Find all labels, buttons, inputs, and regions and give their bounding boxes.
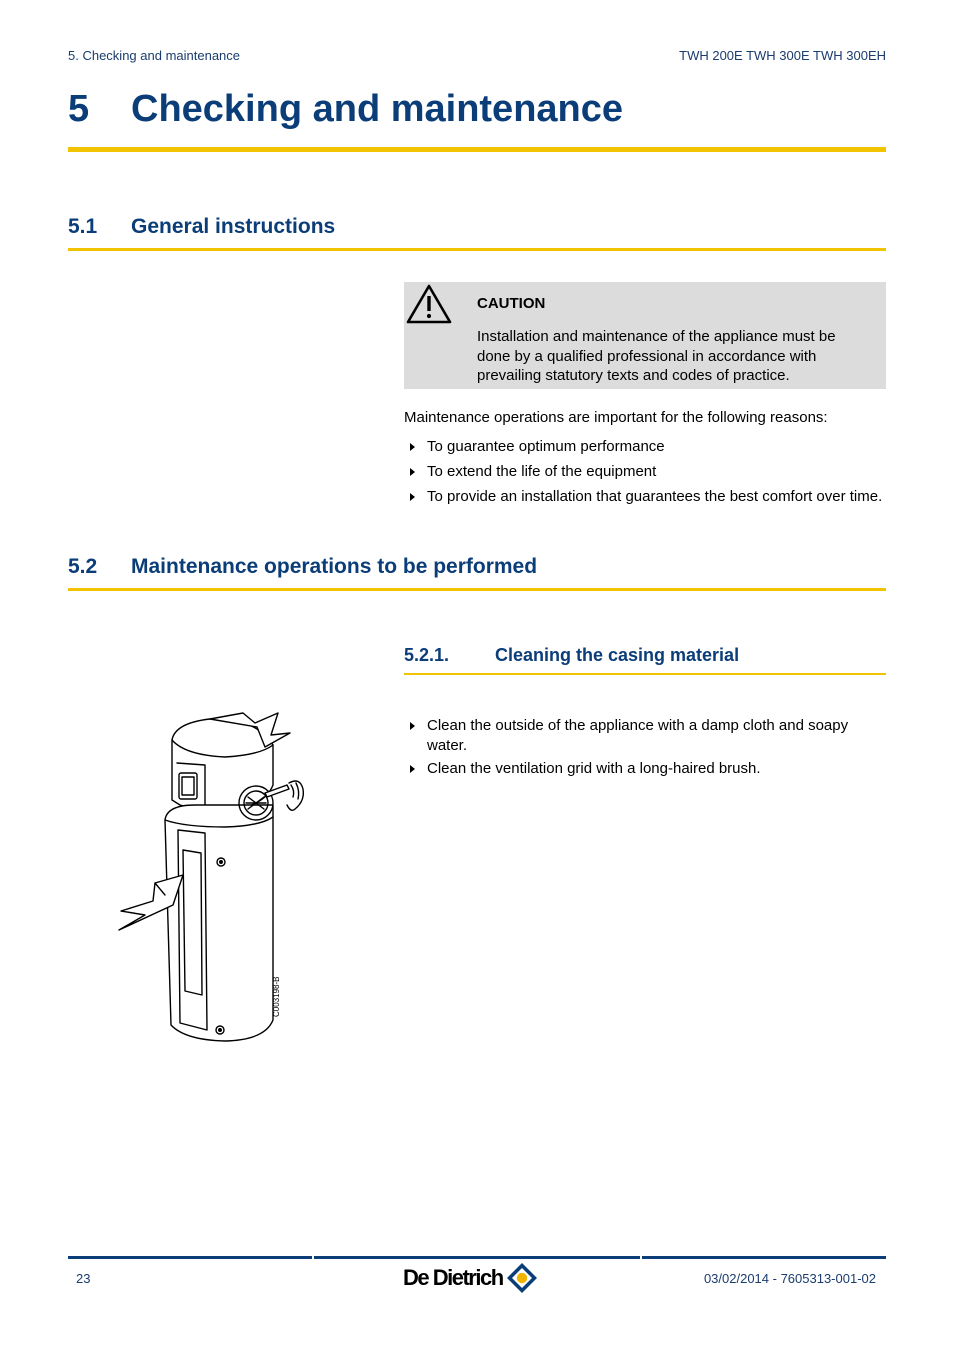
- section-heading-operations: [68, 555, 537, 579]
- subsection-number: 5.2.1.: [404, 645, 450, 665]
- caution-box: [404, 282, 886, 389]
- subsection-title: Cleaning the casing material: [495, 645, 740, 665]
- reasons-list: [404, 437, 886, 507]
- document-reference: 03/02/2014 - 7605313-001-02: [703, 1271, 876, 1286]
- cleaning-steps-list: [404, 716, 886, 779]
- warning-triangle-icon: [406, 284, 452, 324]
- bullet-arrow-icon: [410, 443, 415, 451]
- list-item: To provide an installation that guarantees the best comfort over time.: [404, 487, 886, 507]
- diamond-logo-icon: [505, 1261, 539, 1295]
- chapter-number: 5: [68, 88, 90, 130]
- subsection-heading-cleaning: [404, 645, 739, 666]
- running-header-models: TWH 200E TWH 300E TWH 300EH: [679, 48, 886, 63]
- section-rule: [68, 248, 886, 251]
- section-title: General instructions: [131, 215, 336, 238]
- section-rule: [68, 588, 886, 591]
- subsection-rule: [404, 673, 886, 675]
- page-number: 23: [76, 1271, 91, 1286]
- chapter-title: [68, 88, 623, 131]
- section-heading-general: [68, 215, 335, 239]
- list-item: Clean the ventilation grid with a long-haired brush.: [404, 759, 886, 779]
- footer-rule: [68, 1256, 886, 1259]
- figure-code: C003198-B: [272, 976, 281, 1017]
- appliance-cleaning-illustration: [115, 705, 315, 1055]
- bullet-arrow-icon: [410, 722, 415, 730]
- list-item: To extend the life of the equipment: [404, 462, 886, 482]
- bullet-arrow-icon: [410, 468, 415, 476]
- running-header-section: 5. Checking and maintenance: [68, 48, 241, 63]
- brand-logo: [403, 1260, 539, 1296]
- list-item: To guarantee optimum performance: [404, 437, 886, 457]
- list-item: Clean the outside of the appliance with a damp cloth and soapy water.: [404, 716, 886, 755]
- caution-label: CAUTION: [477, 295, 546, 312]
- maintenance-intro: Maintenance operations are important for the following reasons:: [404, 409, 828, 426]
- bullet-arrow-icon: [410, 493, 415, 501]
- bullet-arrow-icon: [410, 765, 415, 773]
- section-number: 5.2: [68, 555, 98, 578]
- chapter-title-text: Checking and maintenance: [131, 88, 624, 130]
- section-number: 5.1: [68, 215, 98, 238]
- brand-name: De Dietrich: [403, 1265, 503, 1290]
- section-title: Maintenance operations to be performed: [131, 555, 538, 578]
- caution-text: Installation and maintenance of the appliance must be done by a qualified professional in accordance with prevailing statutory texts and codes of practice.: [477, 328, 836, 384]
- chapter-rule: [68, 147, 886, 152]
- water-heater-drawing: [115, 705, 315, 1050]
